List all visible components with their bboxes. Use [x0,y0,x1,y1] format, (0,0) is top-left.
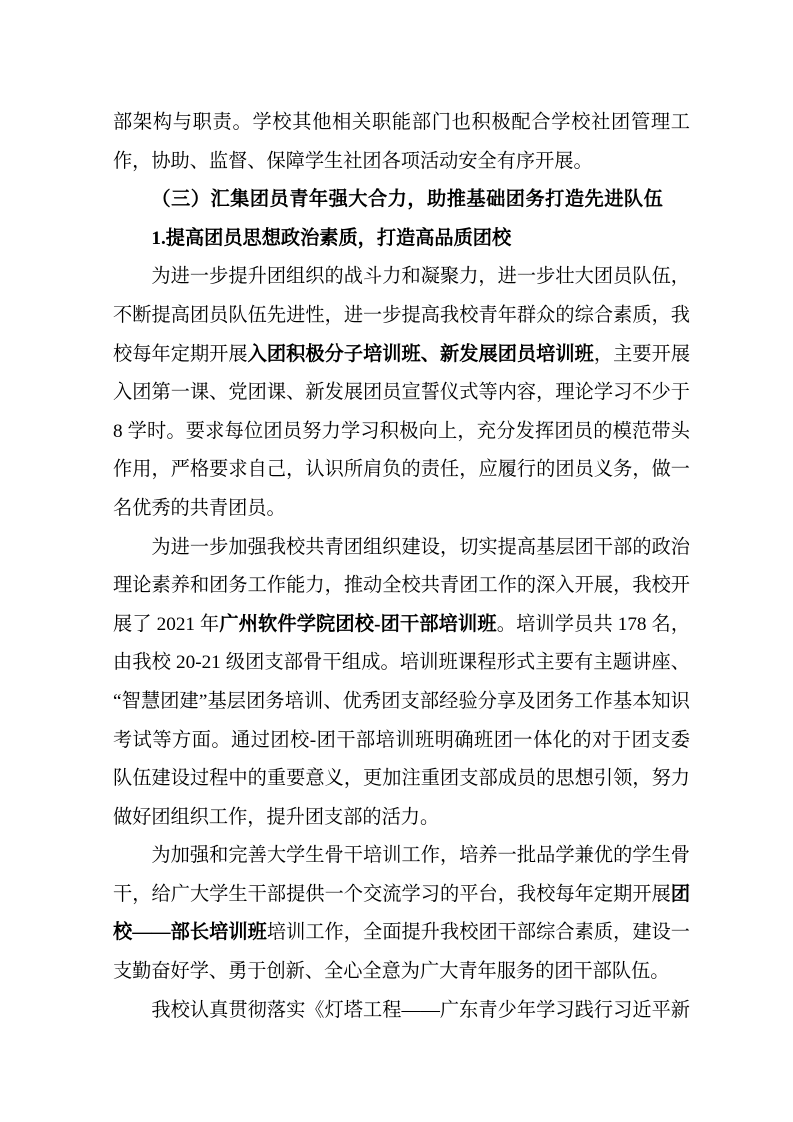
text-run: 为进一步加强我校共青团组织建设，切实提高基层团干部的政治理论素养和团务工作能力，推动全校共青团工作的深入开展，我校开展了 2021 年 [113,536,690,635]
paragraph [113,992,690,1031]
paragraph [113,258,690,528]
text-run: 为进一步提升团组织的战斗力和凝聚力，进一步壮大团员队伍，不断提高团员队伍先进性，进一步提高我校青年群众的综合素质，我校每年定期开展 [113,266,690,365]
text-run: 为加强和完善大学生骨干培训工作，培养一批品学兼优的学生骨干，给广大学生干部提供一个交流学习的平台，我校每年定期开展 [113,845,690,905]
text-run: 部架构与职责。学校其他相关职能部门也积极配合学校社团管理工作，协助、监督、保障学生社团各项活动安全有序开展。 [113,112,690,172]
text-run: 。培训学员共 178 名，由我校 20-21 级团支部骨干组成。培训班课程形式主要有主题讲座、“智慧团建”基层团务培训、优秀团支部经验分享及团务工作基本知识考试等方面。通过团校-团干部培训班明确班团一体化的对于团支委队伍建设过程中的重要意义，更加注重团支部成员的思想引领，努力做好团组织工作，提升团支部的活力。 [113,613,691,828]
bold-text-run: 1.提高团员思想政治素质，打造高品质团校 [151,227,512,249]
text-run: 我校认真贯彻落实《灯塔工程——广东青少年学习践行习近平新 [151,999,690,1021]
bold-text-run: 团校——部长培训班 [113,883,690,944]
heading-1 [113,181,690,220]
text-run: 培训工作，全面提升我校团干部综合素质，建设一支勤奋好学、勇于创新、全心全意为广大青年服务的团干部队伍。 [113,922,690,983]
paragraph [113,837,690,991]
document-body [113,104,690,1030]
bold-text-run: （三）汇集团员青年强大合力，助推基础团务打造先进队伍 [151,189,664,211]
text-run: ，主要开展入团第一课、党团课、新发展团员宣誓仪式等内容，理论学习不少于 8 学时。要求每位团员努力学习积极向上，充分发挥团员的模范带头作用，严格要求自己，认识所肩负的责任，应履行的团员义务，做一名优秀的共青团员。 [113,343,691,519]
bold-text-run: 入团积极分子培训班、新发展团员培训班 [247,343,594,365]
bold-text-run: 广州软件学院团校-团干部培训班 [219,613,497,635]
paragraph [113,104,690,181]
paragraph [113,529,690,838]
heading-2 [113,220,690,259]
